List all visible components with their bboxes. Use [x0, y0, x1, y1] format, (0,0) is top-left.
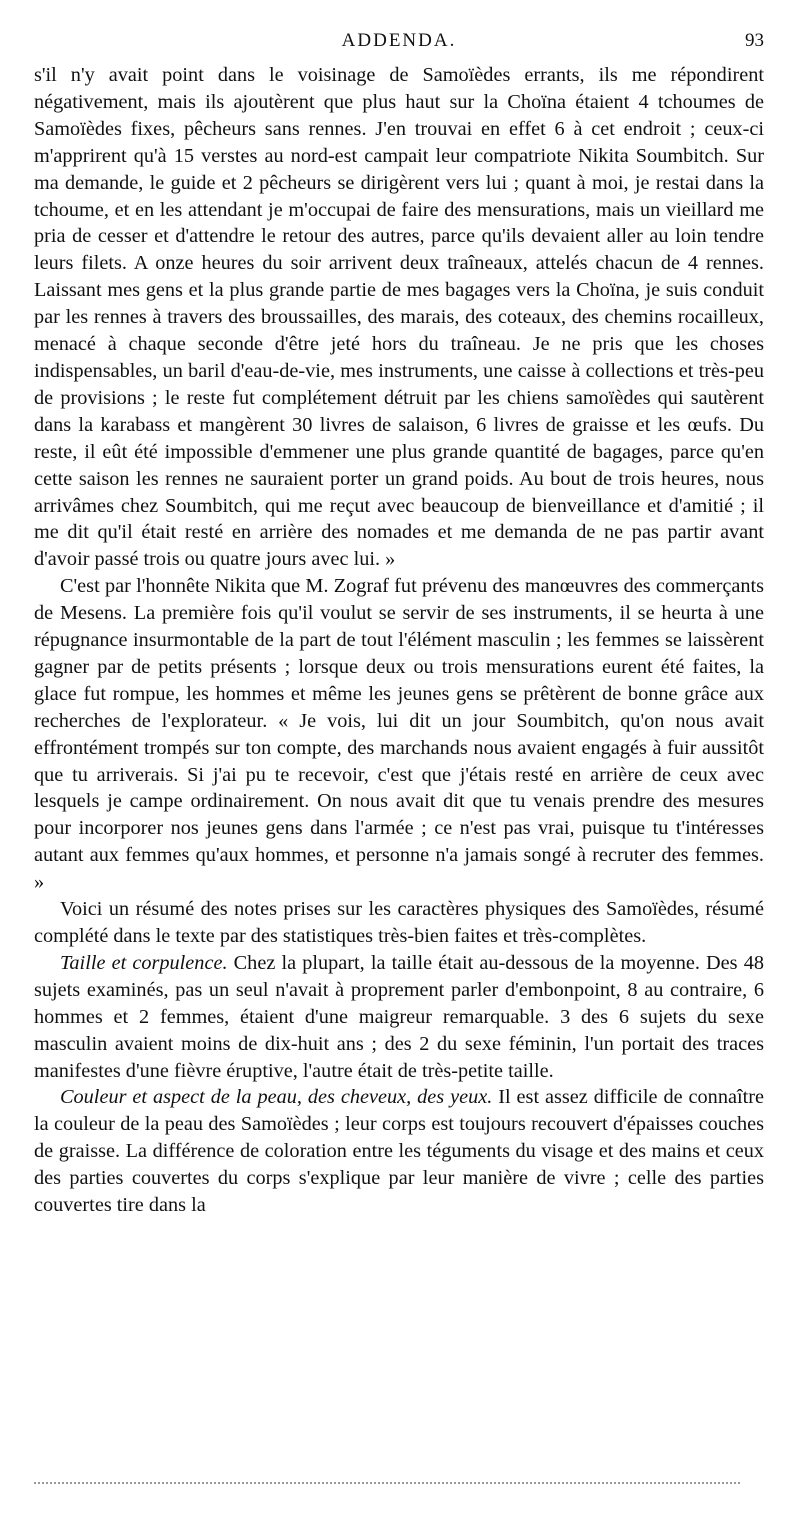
running-title: ADDENDA. [341, 30, 457, 51]
paragraph-continued: s'il n'y avait point dans le voisinage de Samoïèdes errants, ils me répondirent négativement, mais ils ajoutèrent que plus haut sur la Choïna étaient 4 tchoumes de Samoïèdes fixes, pêcheurs sans rennes. J'en trouvai en effet 6 à cet endroit ; ceux-ci m'apprirent qu'à 15 verstes au nord-est campait leur compatriote Nikita Soumbitch. Sur ma demande, le guide et 2 pêcheurs se dirigèrent vers lui ; quant à moi, je restai dans la tchoume, et en les attendant je m'occupai de faire des mensurations, mais un vieillard me pria de cesser et d'attendre le retour des autres, parce qu'ils devaient aller au loin tendre leurs filets. A onze heures du soir arrivent deux traîneaux, attelés chacun de 4 rennes. Laissant mes gens et la plus grande partie de mes bagages vers la Choïna, je suis conduit par les rennes à travers des broussailles, des marais, des coteaux, des chemins rocailleux, menacé à chaque seconde d'être jeté hors du traîneau. Je ne pris que les choses indispensables, un baril d'eau-de-vie, mes instruments, une caisse à collections et très-peu de provisions ; le reste fut complétement détruit par les chiens samoïèdes qui sautèrent dans la karabass et mangèrent 30 livres de salaison, 6 livres de graisse et les œufs. Du reste, il eût été impossible d'emmener une plus grande quantité de bagages, parce qu'en cette saison les rennes ne sauraient porter un grand poids. Au bout de trois heures, nous arrivâmes chez Soumbitch, qui me reçut avec beaucoup de bienveillance et d'amitié ; il me dit qu'il était resté en arrière des nomades et me demanda de ne pas partir avant d'avoir passé trois ou quatre jours avec lui. » [34, 64, 764, 571]
paragraph-summary: Voici un résumé des notes prises sur les caractères physiques des Samoïèdes, résumé complété dans le texte par des statistiques très-bien faites et très-complètes. [34, 898, 764, 947]
page-header [34, 30, 764, 54]
section-text-couleur: Il est assez difficile de connaître la couleur de la peau des Samoïèdes ; leur corps est toujours recouvert d'épaisses couches de graisse. La différence de coloration entre les téguments du visage et des mains et ceux des parties couvertes du corps s'explique par leur manière de vivre ; celle des parties couvertes tire dans la [34, 1086, 764, 1217]
page-number: 93 [745, 30, 764, 51]
body-text [34, 62, 764, 1219]
paragraph-taille [34, 950, 764, 1085]
footer-bleed-through-line [34, 1482, 740, 1484]
paragraph-nikita: C'est par l'honnête Nikita que M. Zograf fut prévenu des manœuvres des commerçants de Mesens. La première fois qu'il voulut se servir de ses instruments, il se heurta à une répugnance insurmontable de la part de tout l'élément masculin ; les femmes se laissèrent gagner par de petits présents ; lorsque deux ou trois mensurations eurent été faites, la glace fut rompue, les hommes et même les jeunes gens se prêtèrent de bonne grâce aux recherches de l'explorateur. « Je vois, lui dit un jour Soumbitch, qu'on nous avait effrontément trompés sur ton compte, des marchands nous avaient engagés à fuir aussitôt que tu arriverais. Si j'ai pu te recevoir, c'est que j'étais resté en arrière de ceux avec lesquels je campe ordinairement. On nous avait dit que tu venais prendre des mesures pour incorporer nos jeunes gens dans l'armée ; ce n'est pas vrai, puisque tu t'intéresses autant aux femmes qu'aux hommes, et personne n'a jamais songé à recruter des femmes. » [34, 575, 764, 894]
section-heading-taille: Taille et corpulence. [60, 951, 228, 974]
section-heading-couleur: Couleur et aspect de la peau, des cheveux, des yeux. [60, 1086, 493, 1109]
section-text-taille: Chez la plupart, la taille était au-dessous de la moyenne. Des 48 sujets examinés, pas un seul n'avait à proprement parler d'embonpoint, 8 au contraire, 6 hommes et 2 femmes, étaient d'une maigreur remarquable. 3 des 6 sujets du sexe masculin avaient moins de dix-huit ans ; des 2 du sexe féminin, l'un portait des traces manifestes d'une fièvre éruptive, l'autre était de très-petite taille. [34, 951, 764, 1082]
paragraph-couleur [34, 1084, 764, 1219]
